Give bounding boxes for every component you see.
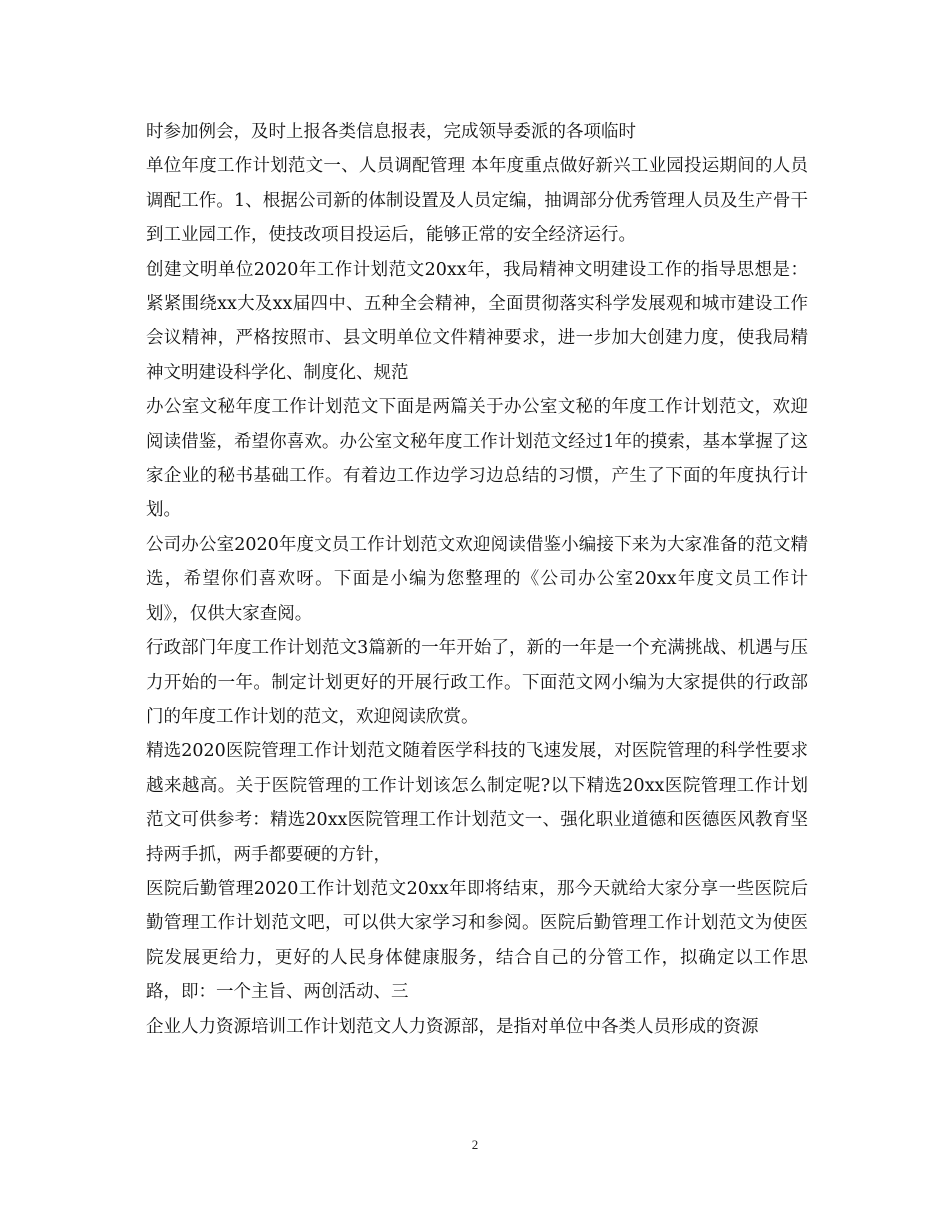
paragraph-7: 精选2020医院管理工作计划范文随着医学科技的飞速发展，对医院管理的科学性要求越来越高。关于医院管理的工作计划该怎么制定呢?以下精选20xx医院管理工作计划范文可供参考：精选20xx医院管理工作计划范文一、强化职业道德和医德医风教育坚持两手抓，两手都要硬的方针， (146, 741, 808, 865)
paragraph-4: 办公室文秘年度工作计划范文下面是两篇关于办公室文秘的年度工作计划范文，欢迎阅读借鉴，希望你喜欢。办公室文秘年度工作计划范文经过1年的摸索，基本掌握了这家企业的秘书基础工作。有着边工作边学习边总结的习惯，产生了下面的年度执行计划。 (146, 397, 808, 521)
document-body (146, 115, 808, 1044)
paragraph-3: 创建文明单位2020年工作计划范文20xx年，我局精神文明建设工作的指导思想是：紧紧围绕xx大及xx届四中、五种全会精神，全面贯彻落实科学发展观和城市建设工作会议精神，严格按照市、县文明单位文件精神要求，进一步加大创建力度，使我局精神文明建设科学化、制度化、规范 (146, 259, 808, 383)
paragraph-6: 行政部门年度工作计划范文3篇新的一年开始了，新的一年是一个充满挑战、机遇与压力开始的一年。制定计划更好的开展行政工作。下面范文网小编为大家提供的行政部门的年度工作计划的范文，欢迎阅读欣赏。 (146, 638, 808, 727)
page-number: 2 (471, 1137, 479, 1152)
paragraph-8: 医院后勤管理2020工作计划范文20xx年即将结束，那今天就给大家分享一些医院后勤管理工作计划范文吧，可以供大家学习和参阅。医院后勤管理工作计划范文为使医院发展更给力，更好的人民身体健康服务，结合自己的分管工作，拟确定以工作思路，即：一个主旨、两创活动、三 (146, 878, 808, 1003)
paragraph-1: 时参加例会，及时上报各类信息报表，完成领导委派的各项临时 (146, 122, 636, 142)
paragraph-5: 公司办公室2020年度文员工作计划范文欢迎阅读借鉴小编接下来为大家准备的范文精选，希望你们喜欢呀。下面是小编为您整理的《公司办公室20xx年度文员工作计划》，仅供大家查阅。 (146, 534, 808, 624)
paragraph-2: 单位年度工作计划范文一、人员调配管理 本年度重点做好新兴工业园投运期间的人员调配工作。1、根据公司新的体制设置及人员定编，抽调部分优秀管理人员及生产骨干到工业园工作，使技改项目投运后，能够正常的安全经济运行。 (146, 156, 808, 246)
paragraph-9: 企业人力资源培训工作计划范文人力资源部，是指对单位中各类人员形成的资源 (146, 1016, 759, 1037)
